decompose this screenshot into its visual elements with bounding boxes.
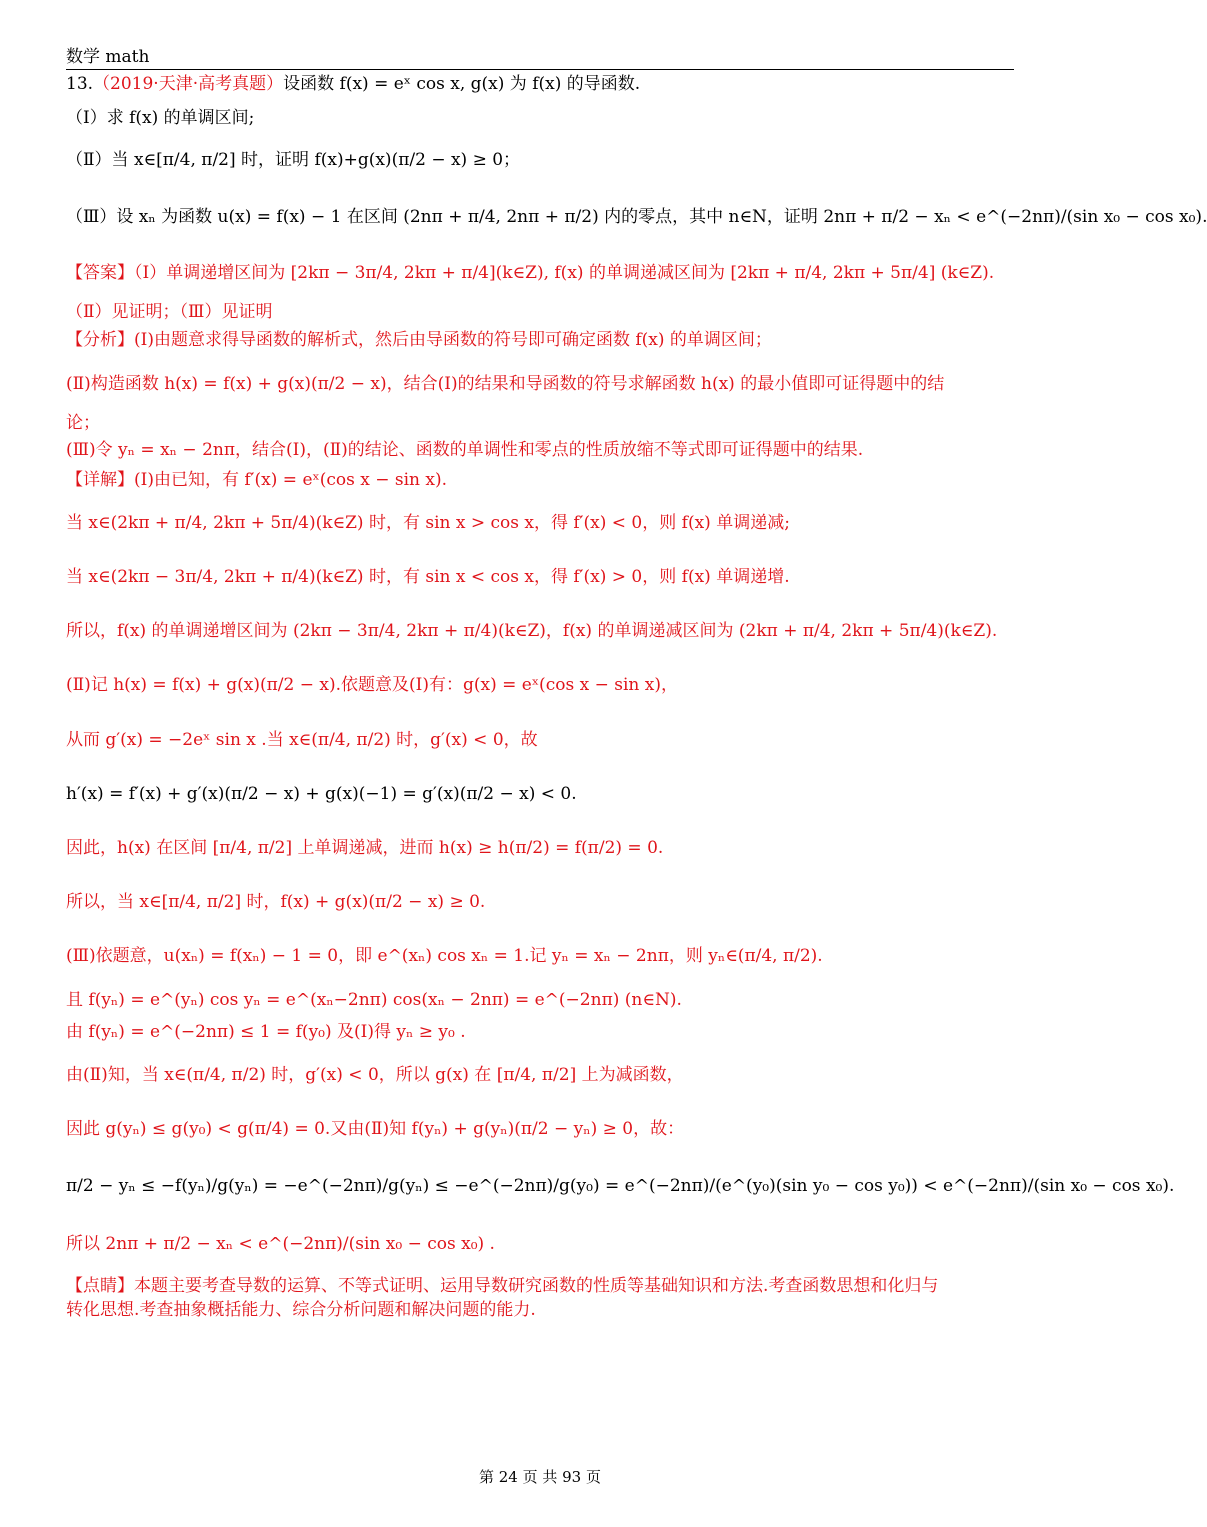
detail-text-5: (Ⅱ)记 h(x) = f(x) + g(x)(π/2 − x).依题意及(Ⅰ)有：g(x) = eˣ(cos x − sin x)， bbox=[66, 675, 678, 695]
detail-line-5 bbox=[66, 673, 1020, 697]
detail-text-6: 从而 g′(x) = −2eˣ sin x .当 x∈(π/4, π/2) 时，g′(x) < 0，故 bbox=[66, 730, 538, 750]
detail-text-11: 且 f(yₙ) = e^(yₙ) cos yₙ = e^(xₙ−2nπ) cos(xₙ − 2nπ) = e^(−2nπ) (n∈N). bbox=[66, 990, 682, 1010]
page-footer bbox=[0, 1466, 1080, 1487]
detail-line-12 bbox=[66, 1020, 1020, 1044]
comment-label: 【点睛】 bbox=[66, 1276, 134, 1296]
comment-line-2 bbox=[66, 1298, 1020, 1322]
detail-line-14 bbox=[66, 1117, 1020, 1141]
answer-text-2: （Ⅱ）见证明；（Ⅲ）见证明 bbox=[66, 302, 273, 322]
detail-line-16 bbox=[66, 1232, 1020, 1256]
problem-source: （2019·天津·高考真题） bbox=[93, 74, 284, 94]
header-text: 数学 math bbox=[66, 47, 150, 67]
detail-text-3: 当 x∈(2kπ − 3π/4, 2kπ + π/4)(k∈Z) 时，有 sin x < cos x，得 f′(x) > 0，则 f(x) 单调递增. bbox=[66, 567, 790, 587]
detail-text-16: 所以 2nπ + π/2 − xₙ < e^(−2nπ)/(sin x₀ − cos x₀) . bbox=[66, 1234, 495, 1254]
answer-label: 【答案】 bbox=[66, 263, 134, 283]
detail-text-12: 由 f(yₙ) = e^(−2nπ) ≤ 1 = f(y₀) 及(Ⅰ)得 yₙ ≥ y₀ . bbox=[66, 1022, 466, 1042]
detail-text-2: 当 x∈(2kπ + π/4, 2kπ + 5π/4)(k∈Z) 时，有 sin x > cos x，得 f′(x) < 0，则 f(x) 单调递减; bbox=[66, 513, 790, 533]
analysis-line-1 bbox=[66, 328, 1020, 352]
analysis-text-2a: (Ⅱ)构造函数 h(x) = f(x) + g(x)(π/2 − x)，结合(Ⅰ)的结果和导函数的符号求解函数 h(x) 的最小值即可证得题中的结 bbox=[66, 374, 945, 394]
answer-line-2 bbox=[66, 300, 1020, 324]
analysis-text-1: (Ⅰ)由题意求得导函数的解析式，然后由导函数的符号即可确定函数 f(x) 的单调区间； bbox=[134, 330, 772, 350]
detail-text-4: 所以，f(x) 的单调递增区间为 (2kπ − 3π/4, 2kπ + π/4)(k∈Z)，f(x) 的单调递减区间为 (2kπ + π/4, 2kπ + 5π/4)(k∈Z). bbox=[66, 621, 998, 641]
detail-text-8: 因此，h(x) 在区间 [π/4, π/2] 上单调递减，进而 h(x) ≥ h(π/2) = f(π/2) = 0. bbox=[66, 838, 664, 858]
answer-line-1 bbox=[66, 261, 1020, 285]
detail-line-11 bbox=[66, 988, 1020, 1012]
detail-text-1: (Ⅰ)由已知，有 f′(x) = eˣ(cos x − sin x). bbox=[134, 470, 447, 490]
detail-line-4 bbox=[66, 619, 1020, 643]
detail-line-13 bbox=[66, 1063, 1020, 1087]
detail-text-14: 因此 g(yₙ) ≤ g(y₀) < g(π/4) = 0.又由(Ⅱ)知 f(yₙ) + g(yₙ)(π/2 − yₙ) ≥ 0，故： bbox=[66, 1119, 685, 1139]
comment-text-1: 本题主要考查导数的运算、不等式证明、运用导数研究函数的性质等基础知识和方法.考查函数思想和化归与 bbox=[134, 1276, 939, 1296]
detail-text-10: (Ⅲ)依题意，u(xₙ) = f(xₙ) − 1 = 0，即 e^(xₙ) cos xₙ = 1.记 yₙ = xₙ − 2nπ，则 yₙ∈(π/4, π/2). bbox=[66, 946, 823, 966]
problem-stem-line bbox=[66, 72, 1020, 96]
part3-text: （Ⅲ）设 xₙ 为函数 u(x) = f(x) − 1 在区间 (2nπ + π/4, 2nπ + π/2) 内的零点，其中 n∈N，证明 2nπ + π/2 − xₙ < e^(−2nπ)/(sin x₀ − cos x₀). bbox=[66, 207, 1207, 227]
detail-text-7: h′(x) = f′(x) + g′(x)(π/2 − x) + g(x)(−1) = g′(x)(π/2 − x) < 0. bbox=[66, 784, 577, 804]
part2-text: （Ⅱ）当 x∈[π/4, π/2] 时，证明 f(x)+g(x)(π/2 − x) ≥ 0； bbox=[66, 150, 521, 170]
detail-text-13: 由(Ⅱ)知，当 x∈(π/4, π/2) 时，g′(x) < 0，所以 g(x) 在 [π/4, π/2] 上为减函数， bbox=[66, 1065, 684, 1085]
page-header bbox=[66, 42, 1014, 70]
detail-line-6 bbox=[66, 728, 1020, 752]
page-number: 第 24 页 共 93 页 bbox=[478, 1468, 601, 1486]
analysis-line-2 bbox=[66, 372, 1020, 396]
problem-number: 13. bbox=[66, 74, 94, 94]
detail-line-15 bbox=[66, 1174, 1175, 1198]
analysis-line-3 bbox=[66, 438, 1020, 462]
analysis-line-2b bbox=[66, 411, 1020, 435]
detail-line-9 bbox=[66, 890, 1020, 914]
part1-text: （Ⅰ）求 f(x) 的单调区间; bbox=[66, 108, 255, 128]
problem-part-1 bbox=[66, 106, 1020, 130]
problem-part-2 bbox=[66, 148, 1020, 172]
answer-text-1: （Ⅰ）单调递增区间为 [2kπ − 3π/4, 2kπ + π/4](k∈Z), f(x) 的单调递减区间为 [2kπ + π/4, 2kπ + 5π/4] (k∈Z). bbox=[134, 263, 995, 283]
detail-text-15: π/2 − yₙ ≤ −f(yₙ)/g(yₙ) = −e^(−2nπ)/g(yₙ) ≤ −e^(−2nπ)/g(y₀) = e^(−2nπ)/(e^(y₀)(sin y₀ − cos y₀)) < e^(−2nπ)/(sin x₀ − cos x₀). bbox=[66, 1176, 1175, 1196]
detail-text-9: 所以，当 x∈[π/4, π/2] 时，f(x) + g(x)(π/2 − x) ≥ 0. bbox=[66, 892, 486, 912]
detail-line-8 bbox=[66, 836, 1020, 860]
detail-label: 【详解】 bbox=[66, 470, 134, 490]
detail-line-3 bbox=[66, 565, 1020, 589]
comment-line-1 bbox=[66, 1274, 1020, 1298]
detail-line-2 bbox=[66, 511, 1020, 535]
detail-line-1 bbox=[66, 468, 1020, 492]
problem-part-3 bbox=[66, 205, 1207, 229]
problem-stem: 设函数 f(x) = eˣ cos x, g(x) 为 f(x) 的导函数. bbox=[283, 74, 641, 94]
analysis-text-3: (Ⅲ)令 yₙ = xₙ − 2nπ，结合(Ⅰ)，(Ⅱ)的结论、函数的单调性和零点的性质放缩不等式即可证得题中的结果. bbox=[66, 440, 864, 460]
detail-line-7 bbox=[66, 782, 1020, 806]
comment-text-2: 转化思想.考查抽象概括能力、综合分析问题和解决问题的能力. bbox=[66, 1300, 536, 1320]
detail-line-10 bbox=[66, 944, 1020, 968]
analysis-text-2b: 论； bbox=[66, 413, 100, 433]
analysis-label: 【分析】 bbox=[66, 330, 134, 350]
